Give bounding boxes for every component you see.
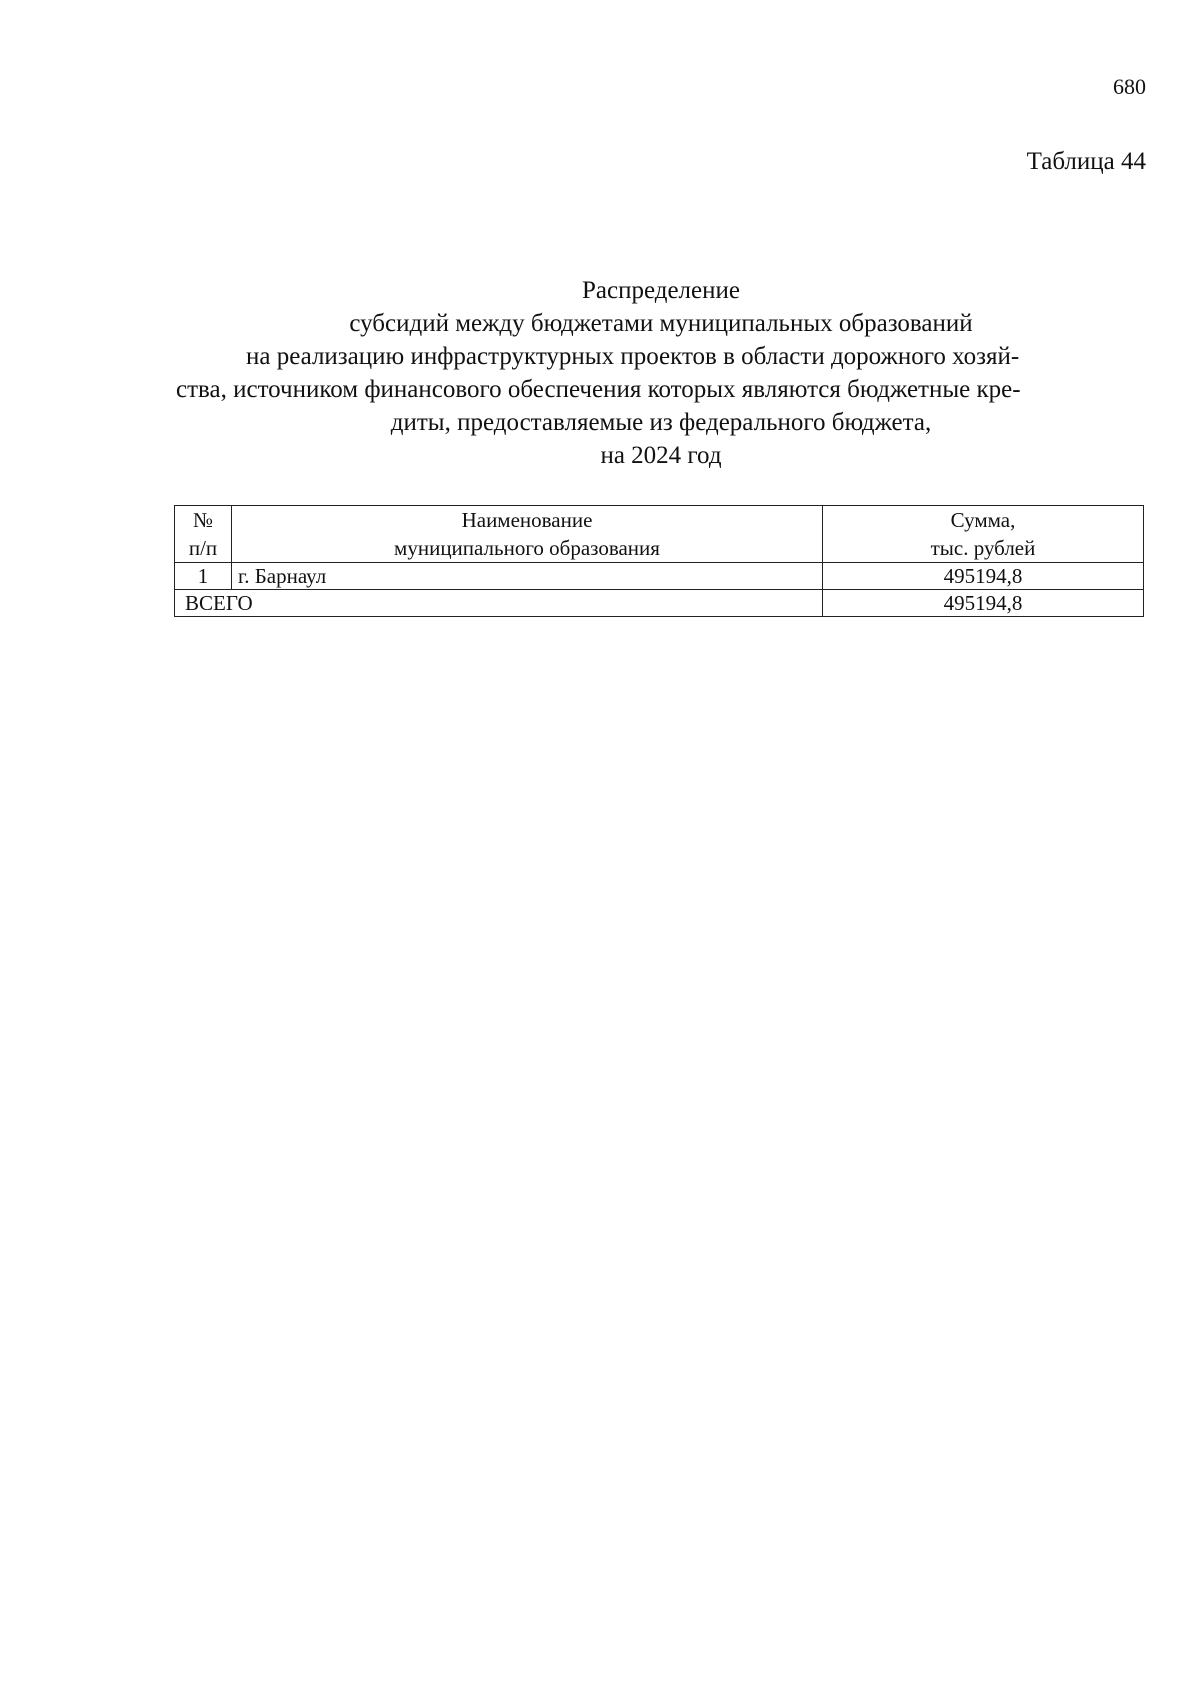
row-sum: 495194,8 xyxy=(823,563,1144,590)
row-municipality: г. Барнаул xyxy=(232,563,823,590)
heading-line-5: диты, предоставляемые из федерального бюджета, xyxy=(390,409,932,436)
header-name xyxy=(232,506,823,563)
document-heading xyxy=(176,274,1146,472)
heading-line-2: субсидий между бюджетами муниципальных образований xyxy=(349,310,973,337)
table-row xyxy=(175,563,1144,590)
page-number: 680 xyxy=(1113,74,1146,99)
header-name-line-2: муниципального образования xyxy=(394,536,660,560)
header-sum-line-1: Сумма, xyxy=(950,508,1016,532)
heading-line-1: Распределение xyxy=(582,277,740,304)
table-header-row xyxy=(175,506,1144,563)
header-sum xyxy=(823,506,1144,563)
header-number-line-1: № xyxy=(192,508,214,532)
table-label: Таблица 44 xyxy=(1026,148,1146,175)
heading-line-4: ства, источником финансового обеспечения которых являются бюджетные кре- xyxy=(176,376,1021,403)
header-name-line-1: Наименование xyxy=(461,508,593,532)
row-number: 1 xyxy=(175,563,232,590)
header-number-line-2: п/п xyxy=(188,536,218,560)
total-row xyxy=(175,590,1144,617)
subsidy-table xyxy=(174,505,1144,617)
heading-line-3: на реализацию инфраструктурных проектов в области дорожного хозяй- xyxy=(246,343,1020,370)
header-number xyxy=(175,506,232,563)
total-sum: 495194,8 xyxy=(823,590,1144,617)
total-label: ВСЕГО xyxy=(175,590,823,617)
header-sum-line-2: тыс. рублей xyxy=(930,536,1036,560)
heading-line-6: на 2024 год xyxy=(600,442,722,469)
